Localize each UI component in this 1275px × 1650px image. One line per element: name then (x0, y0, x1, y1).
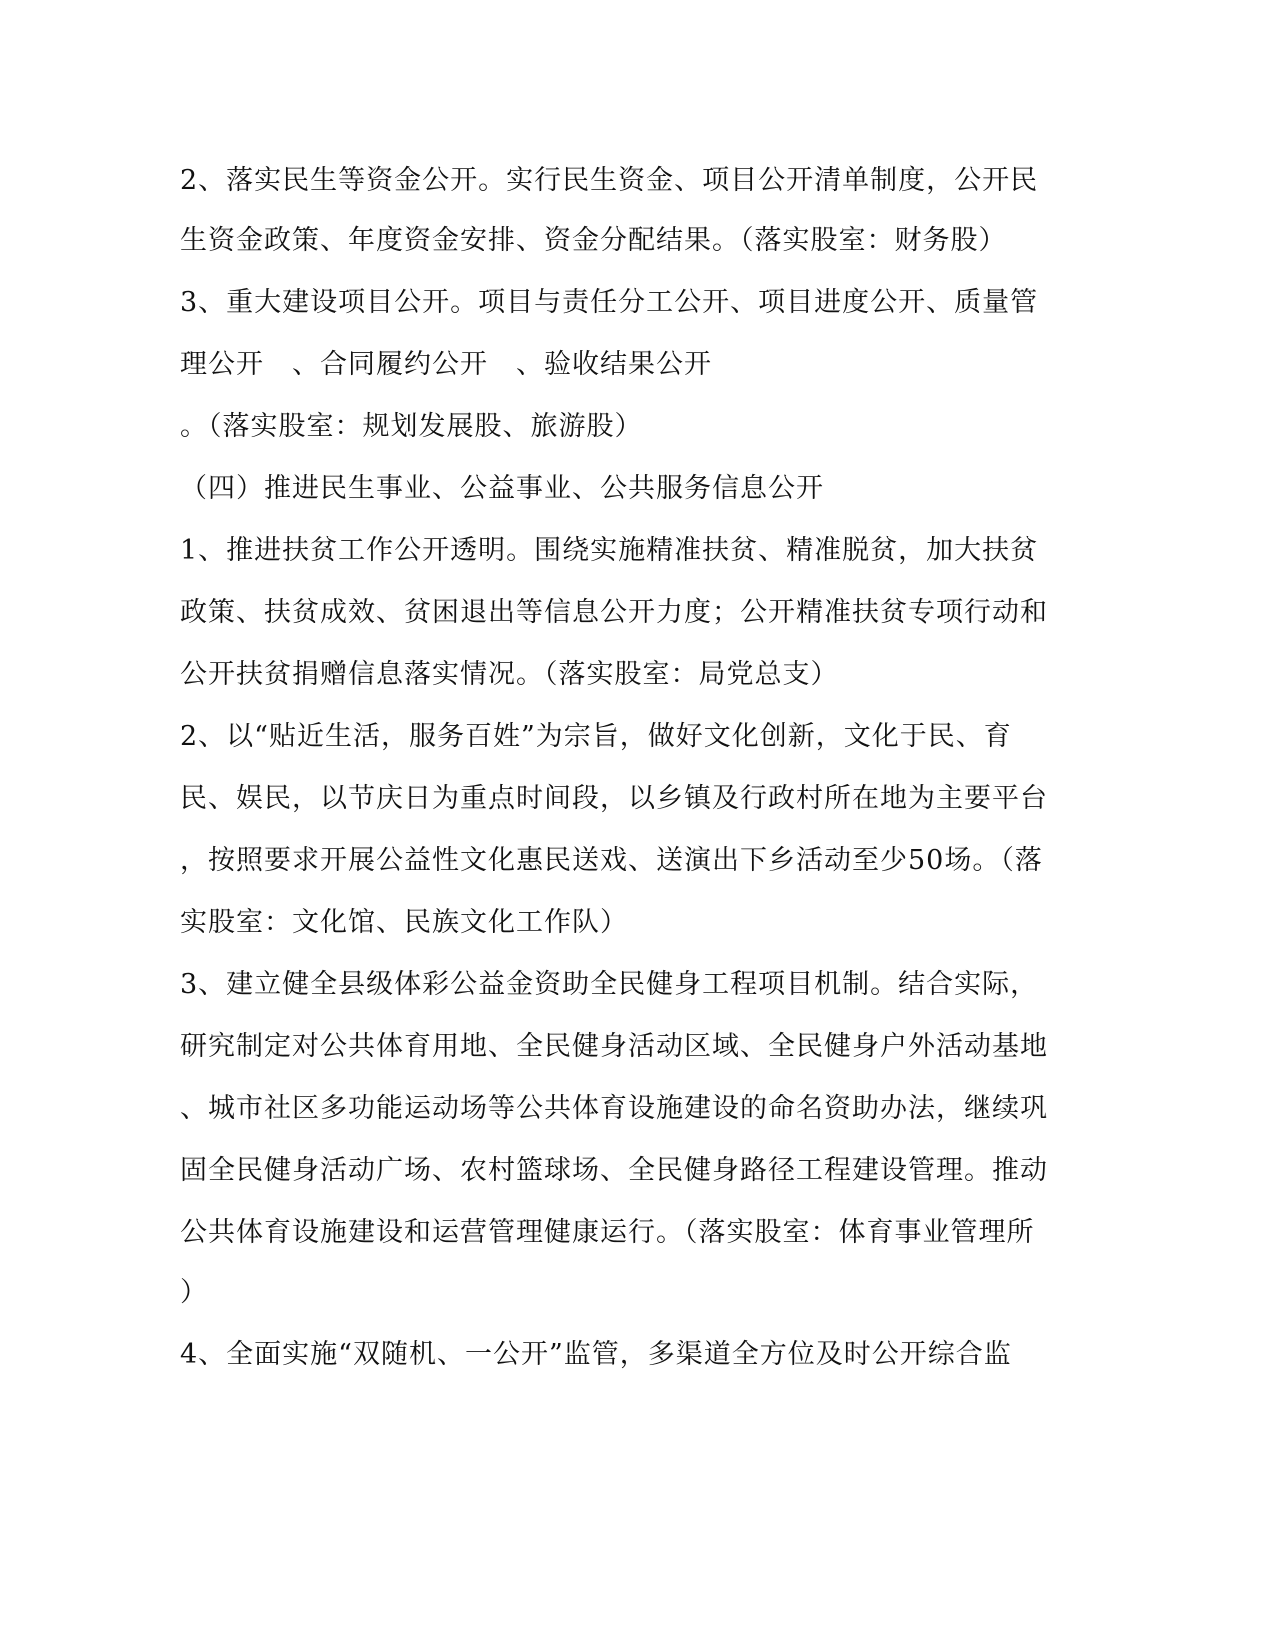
text-line: 4、全面实施“双随机、一公开”监管，多渠道全方位及时公开综合监 (180, 1339, 1012, 1370)
text-line: 、城市社区多功能运动场等公共体育设施建设的命名资助办法，继续巩 (180, 1093, 1048, 1124)
text-line: 公开扶贫捐赠信息落实情况。（落实股室：局党总支） (180, 659, 839, 690)
text-line: 2、落实民生等资金公开。实行民生资金、项目公开清单制度，公开民 (180, 165, 1039, 196)
text-line: ，按照要求开展公益性文化惠民送戏、送演出下乡活动至少50场。（落 (180, 845, 1043, 876)
text-line: 3、重大建设项目公开。项目与责任分工公开、项目进度公开、质量管 (180, 287, 1039, 318)
text-line: 1、推进扶贫工作公开透明。围绕实施精准扶贫、精准脱贫，加大扶贫 (180, 535, 1039, 566)
text-line: 2、以“贴近生活，服务百姓”为宗旨，做好文化创新，文化于民、育 (180, 721, 1012, 752)
text-line: 理公开 、合同履约公开 、验收结果公开 (180, 349, 712, 380)
text-line: 民、娱民，以节庆日为重点时间段，以乡镇及行政村所在地为主要平台 (180, 783, 1048, 814)
text-line: 生资金政策、年度资金安排、资金分配结果。（落实股室：财务股） (180, 225, 1007, 256)
section-heading: （四）推进民生事业、公益事业、公共服务信息公开 (180, 473, 824, 504)
text-line: 政策、扶贫成效、贫困退出等信息公开力度；公开精准扶贫专项行动和 (180, 597, 1048, 628)
text-line: 公共体育设施建设和运营管理健康运行。（落实股室：体育事业管理所 (180, 1217, 1035, 1248)
text-line: 研究制定对公共体育用地、全民健身活动区域、全民健身户外活动基地 (180, 1031, 1048, 1062)
text-line: ） (180, 1277, 208, 1308)
text-line: 3、建立健全县级体彩公益金资助全民健身工程项目机制。结合实际， (180, 969, 1039, 1000)
text-line: 。（落实股室：规划发展股、旅游股） (180, 411, 643, 442)
text-line: 固全民健身活动广场、农村篮球场、全民健身路径工程建设管理。推动 (180, 1155, 1048, 1186)
text-line: 实股室：文化馆、民族文化工作队） (180, 907, 628, 938)
